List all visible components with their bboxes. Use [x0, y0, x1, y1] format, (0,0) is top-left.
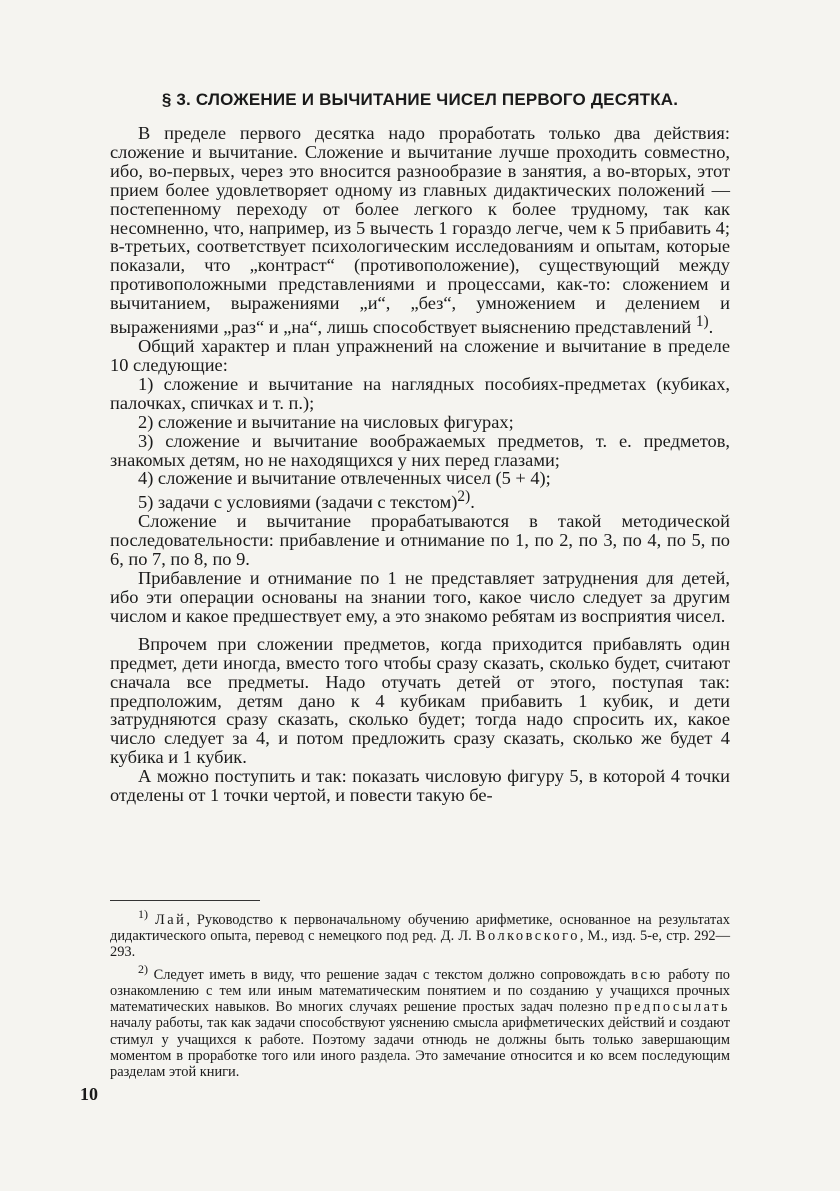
- footnote-divider: [110, 900, 260, 901]
- list-item: 2) сложение и вычитание на числовых фигурах;: [138, 411, 514, 432]
- paragraph: В пределе первого десятка надо проработать только два действия: сложение и вычитание. Сложение и вычитание лучше проходить совместно, ибо, во-первых, через это вносится разнообразие в занятия, а во-вторых, этот прием более удовлетворяет одному из главных дидактических положений — постепенному переходу от более легкого к более трудному, так как несомненно, что, например, из 5 вычесть 1 гораздо легче, чем к 5 прибавить 4; в-третьих, соответствует психологическим исследованиям и опытам, которые показали, что „контраст“ (противоположение), существующий между противоположными представлениями и процессами, как-то: сложением и вычитанием, выражениями „и“, „без“, умножением и делением и выражениями „раз“ и „на“, лишь способствует выяснению представлений $^{1)}$.: [110, 123, 730, 338]
- paragraph: А можно поступить и так: показать числовую фигуру 5, в которой 4 точки отделены от 1 точки чертой, и повести такую бе-: [110, 766, 730, 806]
- list-item: 1) сложение и вычитание на наглядных пособиях-предметах (кубиках, палочках, спичках и т. п.);: [110, 373, 730, 413]
- page-number: 10: [80, 1084, 98, 1104]
- footnote-1: $^{1)}$ Лай, Руководство к первоначальному обучению арифметике, основанное на результатах дидактического опыта, перевод с немецкого под ред. Д. Л. Волковского, М., изд. 5-е, стр. 292—293.: [110, 907, 730, 961]
- footnotes: [110, 906, 730, 1081]
- section-heading: § 3. СЛОЖЕНИЕ И ВЫЧИТАНИЕ ЧИСЕЛ ПЕРВОГО ДЕСЯТКА.: [161, 90, 679, 109]
- list-item: 5) задачи с условиями (задачи с текстом)$^{2)}$.: [138, 488, 475, 513]
- main-text: [110, 124, 730, 805]
- footnote-2: $^{2)}$ Следует иметь в виду, что решение задач с текстом должно сопровождать всю работу по ознакомлению с тем или иным математическим понятием и по созданию у учащихся прочных математических навыков. Во многих случаях решение простых задач полезно предпосылать началу работы, так как задачи способствуют уяснению смысла арифметических действий и создают стимул у учащихся к работе. Поэтому задачи отнюдь не должны быть только завершающим моментом в проработке того или иного раздела. Это замечание относится и ко всем последующим разделам этой книги.: [110, 961, 731, 1081]
- paragraph: Общий характер и план упражнений на сложение и вычитание в пределе 10 следующие:: [110, 336, 730, 375]
- list-item: 4) сложение и вычитание отвлеченных чисел (5 + 4);: [138, 468, 551, 489]
- footnote-ref: 2): [457, 488, 471, 506]
- paragraph: Сложение и вычитание прорабатываются в такой методической последовательности: прибавление и отнимание по 1, по 2, по 3, по 4, по 5, по 6, по 7, по 8, по 9.: [110, 511, 730, 570]
- footnote-ref: 1): [695, 313, 709, 331]
- list-item: 3) сложение и вычитание воображаемых предметов, т. е. предметов, знакомых детям, но не находящихся у них перед глазами;: [110, 430, 730, 470]
- paragraph: Прибавление и отнимание по 1 не представляет затруднения для детей, ибо эти операции основаны на знании того, какое число следует за другим числом и какое предшествует ему, а это знакомо ребятам из восприятия чисел.: [110, 568, 730, 626]
- paragraph: Впрочем при сложении предметов, когда приходится прибавлять один предмет, дети иногда, вместо того чтобы сразу сказать, сколько будет, считают сначала все предметы. Надо отучать детей от этого, поступая так: предположим, детям дано к 4 кубикам прибавить 1 кубик, и дети затрудняются сразу сказать, сколько будет; тогда надо спросить их, какое число следует за 4, и потом предложить сразу сказать, сколько же будет 4 кубика и 1 кубик.: [110, 633, 730, 768]
